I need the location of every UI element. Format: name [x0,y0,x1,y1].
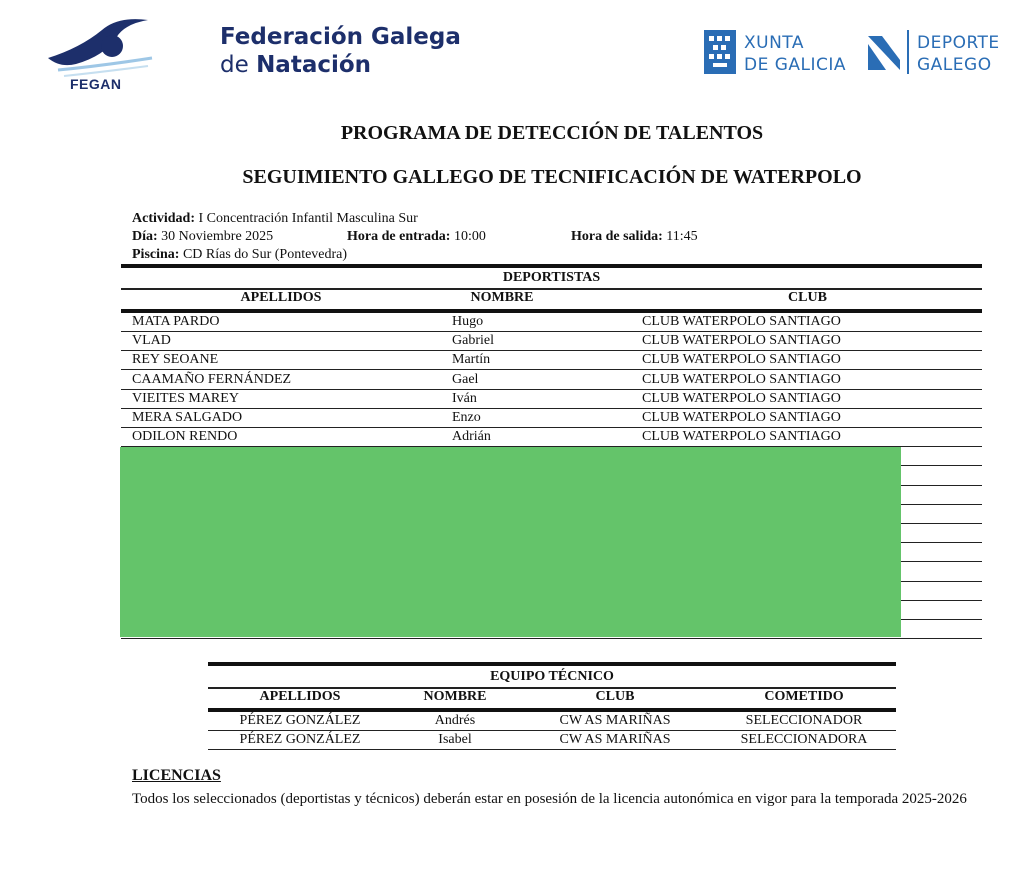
tecnico-col-club: CLUB [595,689,635,704]
dia-label: Día: [132,229,158,244]
tecnico-col-cometido: COMETIDO [764,689,844,704]
row-line [121,638,982,639]
federation-name-line1: Federación Galega [220,24,461,50]
cell-apellidos: PÉREZ GONZÁLEZ [239,732,361,747]
deporte-divider [907,30,909,74]
cell-nombre: Martín [452,352,491,368]
cell-apellidos: VIEITES MAREY [132,390,239,406]
cell-apellidos: CAAMAÑO FERNÁNDEZ [132,371,292,387]
hora-entrada-value: 10:00 [453,229,486,244]
cell-nombre: Hugo [452,314,484,329]
cell-nombre: Enzo [452,410,481,425]
actividad-label: Actividad: [132,211,195,226]
row-line [121,389,982,390]
cell-apellidos: PÉREZ GONZÁLEZ [239,713,361,728]
cell-club: CLUB WATERPOLO SANTIAGO [642,314,841,329]
xunta-de-galicia-wordmark [744,32,846,76]
header-bottom-bar [121,309,982,313]
hora-salida-value: 11:45 [666,229,698,244]
col-header-club: CLUB [788,290,827,305]
row-line [121,427,982,428]
cell-apellidos: REY SEOANE [132,352,219,368]
hora-entrada-line [347,229,486,245]
row-line [208,749,896,750]
xunta-emblem-icon [704,30,736,74]
federation-line2-prefix: de [220,52,249,78]
cell-apellidos: VLAD [132,333,171,349]
hora-entrada-label: Hora de entrada: [347,229,451,244]
cell-nombre: Iván [452,390,477,406]
hora-salida-label: Hora de salida: [571,229,663,244]
cell-nombre: Isabel [438,732,472,747]
piscina-line [132,247,347,263]
deporte-galego-emblem-icon [866,30,902,74]
cell-nombre: Gabriel [452,333,494,349]
row-line [121,408,982,409]
deporte-line1: DEPORTE [917,33,1000,53]
row-line [208,730,896,731]
federation-name-line2 [220,52,371,78]
piscina-value: CD Rías do Sur (Pontevedra) [182,247,348,262]
col-header-nombre: NOMBRE [470,290,534,305]
deporte-galego-wordmark [917,32,1000,76]
licencias-heading: LICENCIAS [132,767,221,784]
dia-line [132,229,273,245]
actividad-line [132,211,418,227]
row-line [121,331,982,332]
deportistas-title: DEPORTISTAS [502,270,601,285]
row-line [121,350,982,351]
cell-club: CLUB WATERPOLO SANTIAGO [642,390,841,406]
cell-club: CLUB WATERPOLO SANTIAGO [642,371,841,387]
piscina-label: Piscina: [132,247,180,262]
cell-club: CLUB WATERPOLO SANTIAGO [642,429,841,445]
deporte-line2: GALEGO [917,55,992,75]
cell-nombre: Andrés [434,713,476,728]
cell-apellidos: MERA SALGADO [132,410,243,425]
cell-nombre: Gael [452,371,479,387]
cell-cometido: SELECCIONADORA [740,732,868,747]
document-subtitle: SEGUIMIENTO GALLEGO DE TECNIFICACIÓN DE WATERPOLO [242,166,862,188]
tecnico-col-nombre: NOMBRE [423,689,487,704]
row-line [121,369,982,370]
redacted-block [120,447,901,637]
tecnico-title: EQUIPO TÉCNICO [490,669,614,684]
cell-nombre: Adrián [452,429,491,445]
tecnico-col-apellidos: APELLIDOS [259,689,341,704]
cell-club: CLUB WATERPOLO SANTIAGO [642,352,841,368]
fegan-acronym: FEGAN [70,76,122,92]
tecnico-header-bottom-bar [208,708,896,712]
xunta-line1: XUNTA [744,33,804,53]
cell-apellidos: MATA PARDO [132,314,220,329]
federation-line2-bold: Natación [256,52,372,78]
tecnico-top-bar [208,662,896,666]
hora-salida-line [571,229,698,245]
cell-cometido: SELECCIONADOR [745,713,863,728]
cell-club: CW AS MARIÑAS [559,713,671,728]
cell-apellidos: ODILON RENDO [132,429,238,445]
col-header-apellidos: APELLIDOS [240,290,322,305]
xunta-line2: DE GALICIA [744,55,847,75]
cell-club: CLUB WATERPOLO SANTIAGO [642,410,841,425]
licencias-text: Todos los seleccionados (deportistas y técnicos) deberán estar en posesión de la licencia autonómica en vigor para la temporada 2025-2026 [132,791,967,807]
dia-value: 30 Noviembre 2025 [161,229,274,244]
table-top-bar [121,264,982,268]
cell-club: CW AS MARIÑAS [559,732,671,747]
actividad-value: I Concentración Infantil Masculina Sur [198,211,418,226]
cell-club: CLUB WATERPOLO SANTIAGO [642,333,841,349]
document-title: PROGRAMA DE DETECCIÓN DE TALENTOS [340,122,764,144]
